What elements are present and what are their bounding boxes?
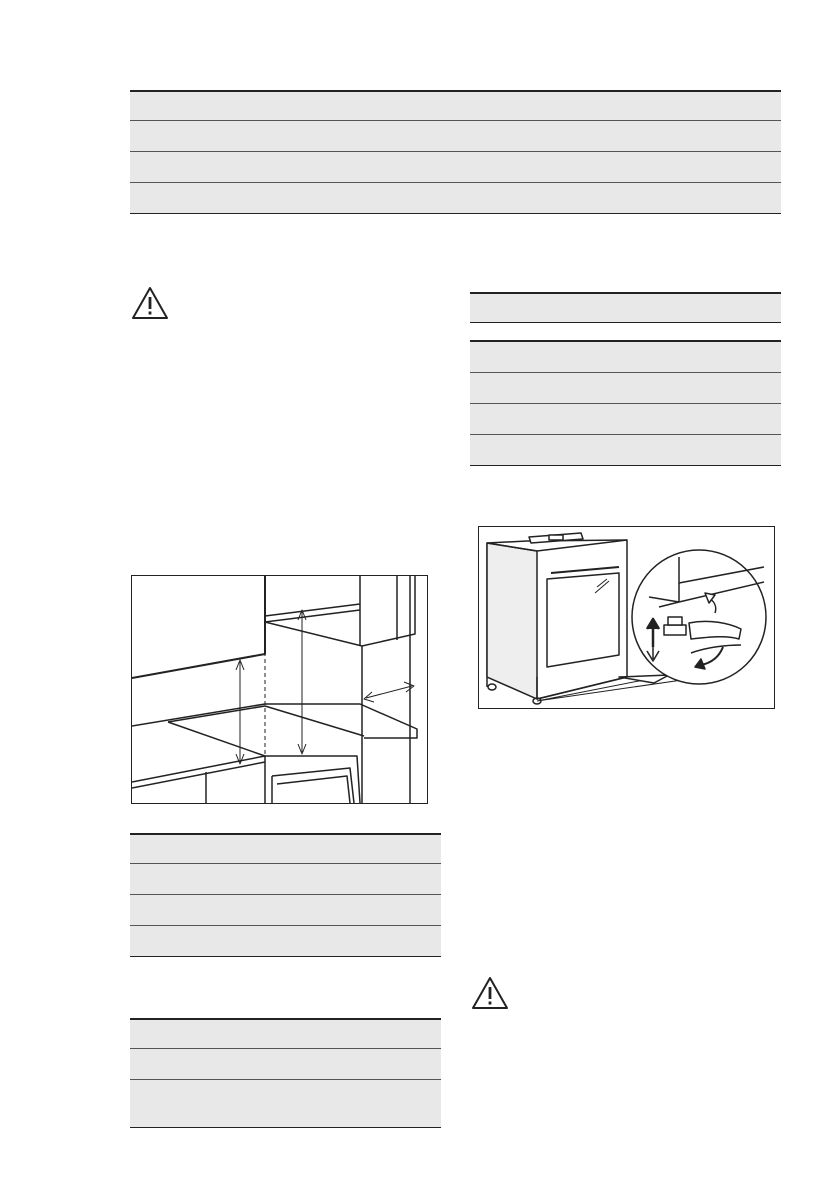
table-spacer [470,323,781,342]
right-table [470,292,781,466]
table-row [470,292,781,323]
table-row [130,1049,441,1080]
top-table [130,90,781,214]
table-row [470,373,781,404]
table-row [470,404,781,435]
left-table-1 [130,833,441,957]
table-row [130,121,781,152]
table-row [130,1018,441,1049]
install-clearance-figure [131,575,428,804]
table-row [130,90,781,121]
table-row [470,435,781,466]
warning-triangle-icon [471,976,509,1015]
left-table-2 [130,1018,441,1128]
table-row [130,926,441,957]
table-row [130,895,441,926]
warning-triangle-icon [131,286,169,325]
leveling-feet-figure [478,526,775,709]
table-row [130,152,781,183]
table-row [130,833,441,864]
table-row [130,864,441,895]
table-row [470,342,781,373]
table-row [130,1080,441,1128]
table-row [130,183,781,214]
